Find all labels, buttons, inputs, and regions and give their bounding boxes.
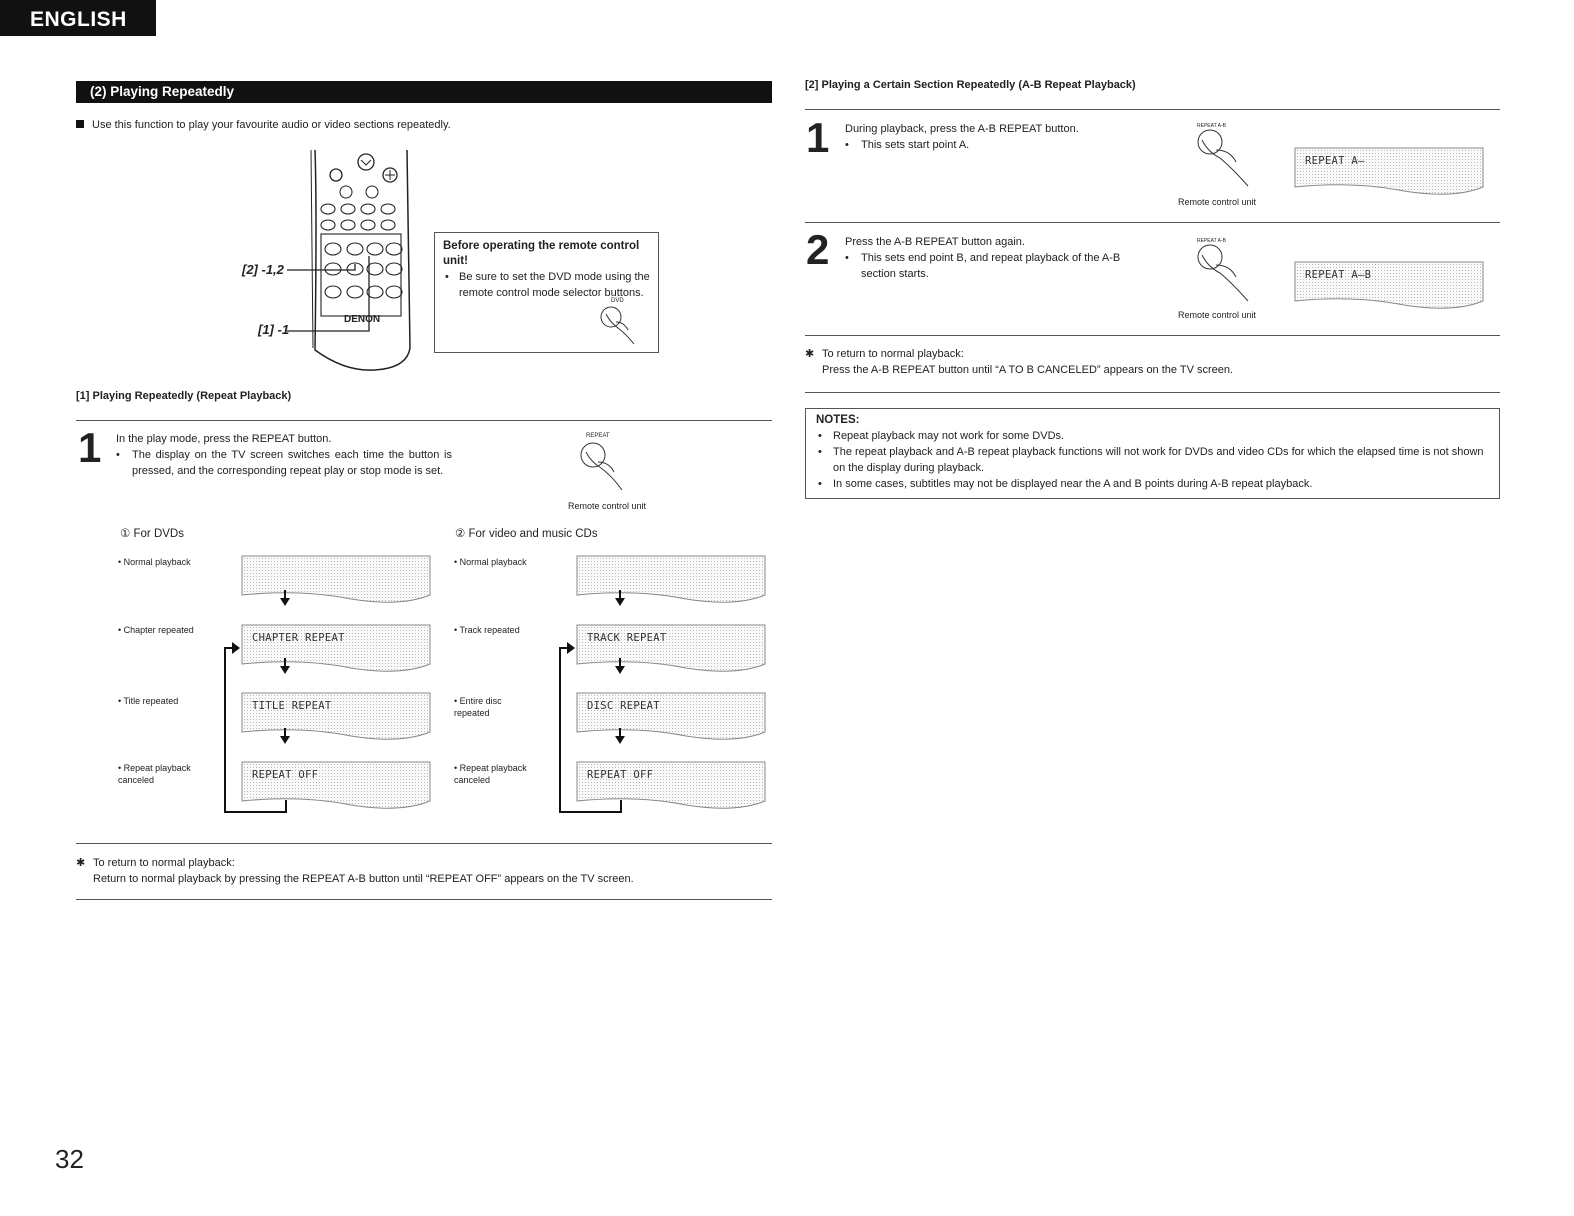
tv-screen: TITLE REPEAT	[241, 692, 431, 742]
remote-caption: Remote control unit	[1178, 310, 1257, 320]
callout-2: [2] -1,2	[242, 262, 284, 277]
step-number: 1	[78, 424, 102, 471]
step-bullet: • This sets end point B, and repeat playback of the A-B section starts.	[845, 252, 1121, 280]
return-note-line2: Return to normal playback by pressing the REPEAT A-B button until “REPEAT OFF” appears on the TV screen.	[93, 873, 634, 885]
return-note-line1: To return to normal playback:	[822, 348, 964, 360]
return-note-symbol: ✱	[76, 857, 86, 869]
cycle-arrows	[220, 590, 300, 820]
dvd-column-title: ① For DVDs	[120, 528, 184, 540]
divider	[805, 392, 1500, 393]
divider	[76, 843, 772, 844]
notes-item: • The repeat playback and A-B repeat playback functions will not work for DVDs and video CDs for which the elapsed time is not shown on the display during playback.	[816, 444, 1489, 476]
intro-text: Use this function to play your favourite audio or video sections repeatedly.	[76, 119, 451, 131]
return-note-line2: Press the A-B REPEAT button until “A TO B CANCELED” appears on the TV screen.	[822, 364, 1234, 376]
sub1-heading: [1] Playing Repeatedly (Repeat Playback)	[76, 390, 292, 402]
remote-brand: DENON	[344, 314, 381, 325]
cycle-arrows	[555, 590, 635, 820]
remote-control-illustration	[225, 148, 425, 374]
finger-press-icon	[576, 440, 632, 492]
step-text: In the play mode, press the REPEAT button.	[116, 433, 332, 445]
dvd-row-label: • Chapter repeated	[118, 624, 194, 636]
cd-row-label: • Entire disc repeated	[454, 695, 526, 719]
cd-column-title: ② For video and music CDs	[455, 528, 598, 540]
tv-screen: REPEAT OFF	[241, 761, 431, 811]
tv-screen: TRACK REPEAT	[576, 624, 766, 674]
step-text: Press the A-B REPEAT button again.	[845, 236, 1025, 248]
step-bullet: • This sets start point A.	[845, 139, 970, 151]
note-box-text: • Be sure to set the DVD mode using the remote control mode selector buttons.	[445, 271, 650, 299]
ab-button-label: REPEAT A-B	[1197, 123, 1226, 129]
notes-title: NOTES:	[816, 414, 860, 426]
section-title: (2) Playing Repeatedly	[76, 81, 772, 103]
tv-screen: REPEAT A—	[1294, 147, 1484, 197]
step-number: 1	[806, 114, 830, 161]
step-text: During playback, press the A-B REPEAT button.	[845, 123, 1079, 135]
finger-press-icon	[598, 304, 646, 346]
divider	[805, 222, 1500, 223]
repeat-button-label: REPEAT	[586, 433, 610, 439]
return-note-line1: To return to normal playback:	[93, 857, 235, 869]
cd-row-label: • Repeat playback canceled	[454, 762, 544, 786]
cd-row-label: • Normal playback	[454, 556, 527, 568]
note-box-title: Before operating the remote control unit!	[443, 240, 640, 267]
remote-caption: Remote control unit	[568, 501, 647, 511]
language-tab: ENGLISH	[0, 0, 156, 36]
step-bullet: • The display on the TV screen switches each time the button is pressed, and the corresponding repeat play or stop mode is set.	[116, 449, 452, 477]
sub2-heading: [2] Playing a Certain Section Repeatedly (A-B Repeat Playback)	[805, 79, 1136, 91]
notes-box	[805, 408, 1500, 499]
page-number: 32	[55, 1144, 84, 1174]
square-bullet-icon	[76, 120, 84, 128]
divider	[805, 109, 1500, 110]
tv-screen: DISC REPEAT	[576, 692, 766, 742]
dvd-row-label: • Repeat playback canceled	[118, 762, 208, 786]
cd-row-label: • Track repeated	[454, 624, 520, 636]
dvd-button-label: DVD	[611, 298, 624, 304]
dvd-row-label: • Normal playback	[118, 556, 191, 568]
return-note-symbol: ✱	[805, 348, 815, 360]
tv-screen: REPEAT A—B	[1294, 261, 1484, 311]
notes-item: • In some cases, subtitles may not be displayed near the A and B points during A-B repeat playback.	[816, 476, 1489, 492]
tv-screen: REPEAT OFF	[576, 761, 766, 811]
finger-press-icon	[1192, 128, 1262, 188]
divider	[76, 899, 772, 900]
notes-item: • Repeat playback may not work for some DVDs.	[816, 428, 1489, 444]
divider	[76, 420, 772, 421]
divider	[805, 335, 1500, 336]
remote-caption: Remote control unit	[1178, 197, 1257, 207]
step-number: 2	[806, 226, 830, 273]
tv-screen: CHAPTER REPEAT	[241, 624, 431, 674]
callout-1: [1] -1	[258, 322, 290, 337]
dvd-row-label: • Title repeated	[118, 695, 178, 707]
finger-press-icon	[1192, 243, 1262, 303]
ab-button-label: REPEAT A-B	[1197, 238, 1226, 244]
